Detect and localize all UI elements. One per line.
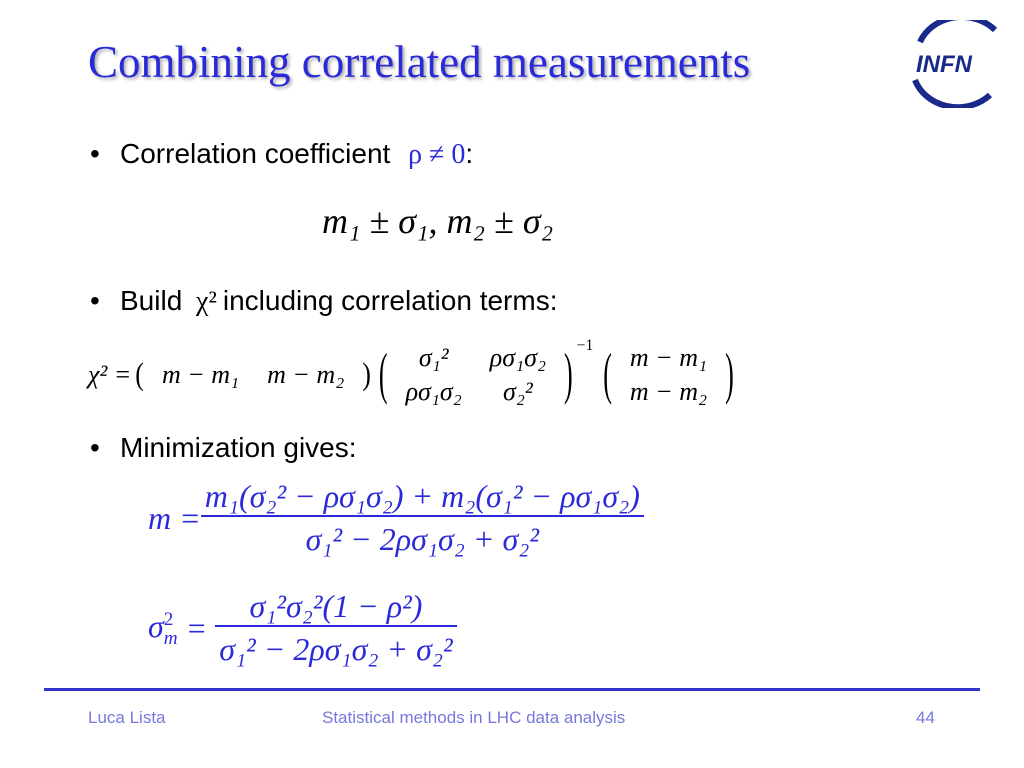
footer-divider xyxy=(44,688,980,691)
measurements-equation: m₁ ± σ₁, m₂ ± σ₂ xyxy=(322,201,554,241)
mean-lhs: m = xyxy=(148,499,201,536)
col-vector-entry: m − m₂ xyxy=(629,377,708,406)
slide-title: Combining correlated measurements xyxy=(88,37,751,87)
bullet-dot: • xyxy=(90,432,100,463)
covariance-matrix xyxy=(392,341,560,409)
variance-sigma: σ xyxy=(148,607,164,644)
bullet-minimization xyxy=(90,432,357,464)
matrix-left-paren: ( xyxy=(378,342,388,406)
chi2-lhs: χ² = xyxy=(88,360,132,389)
bullet-dot: • xyxy=(90,285,100,316)
matrix-cell: ρσ₁σ₂ xyxy=(405,377,462,406)
col-vector-left-paren: ( xyxy=(603,342,612,406)
chi2-equation xyxy=(88,335,738,415)
bullet-correlation xyxy=(90,138,473,171)
bullet-text: Minimization gives: xyxy=(120,432,357,463)
variance-sup: 2 xyxy=(163,609,174,631)
variance-fraction xyxy=(215,588,456,668)
infn-logo xyxy=(900,20,1010,108)
bullet-pre: Build xyxy=(120,285,183,316)
mean-equation xyxy=(148,478,644,558)
variance-sub: m xyxy=(163,628,178,650)
matrix-cell: σ₁² xyxy=(418,343,449,372)
matrix-right-paren: ) xyxy=(563,342,573,406)
col-vector-entry: m − m₁ xyxy=(629,343,708,372)
footer-author: Luca Lista xyxy=(88,708,166,727)
bullet-text: including correlation terms: xyxy=(222,285,558,316)
variance-equals: = xyxy=(177,609,216,646)
bullet-tail: : xyxy=(465,138,474,169)
rho-condition: ρ ≠ 0 xyxy=(408,139,466,170)
row-vector-entry: m − m₂ xyxy=(267,360,345,389)
variance-denominator: σ₁² − 2ρσ₁σ₂ + σ₂² xyxy=(215,625,456,668)
bullet-text: Correlation coefficient xyxy=(120,138,391,169)
row-vector-entry: m − m₁ xyxy=(161,360,240,389)
matrix-cell: σ₂² xyxy=(503,377,533,406)
row-vector-right-paren: ) xyxy=(362,357,371,392)
bullet-build-chi2 xyxy=(90,285,557,318)
mean-denominator: σ₁² − 2ρσ₁σ₂ + σ₂² xyxy=(201,515,644,558)
chi2-symbol: χ² xyxy=(196,286,217,317)
mean-numerator: m₁(σ₂² − ρσ₁σ₂) + m₂(σ₁² − ρσ₁σ₂) xyxy=(204,478,640,514)
row-vector-left-paren: ( xyxy=(135,357,144,392)
variance-numerator: σ₁²σ₂²(1 − ρ²) xyxy=(249,588,423,624)
bullet-dot: • xyxy=(90,138,100,169)
col-vector-right-paren: ) xyxy=(725,342,734,406)
matrix-cell: ρσ₁σ₂ xyxy=(489,343,546,372)
footer-course: Statistical methods in LHC data analysis xyxy=(322,708,626,727)
column-vector xyxy=(616,341,721,409)
mean-fraction xyxy=(201,478,644,558)
footer-page-number: 44 xyxy=(916,708,935,727)
variance-lhs xyxy=(148,608,178,649)
logo-text: INFN xyxy=(916,51,972,78)
variance-equation xyxy=(148,588,457,668)
inverse-exponent: −1 xyxy=(576,337,594,354)
